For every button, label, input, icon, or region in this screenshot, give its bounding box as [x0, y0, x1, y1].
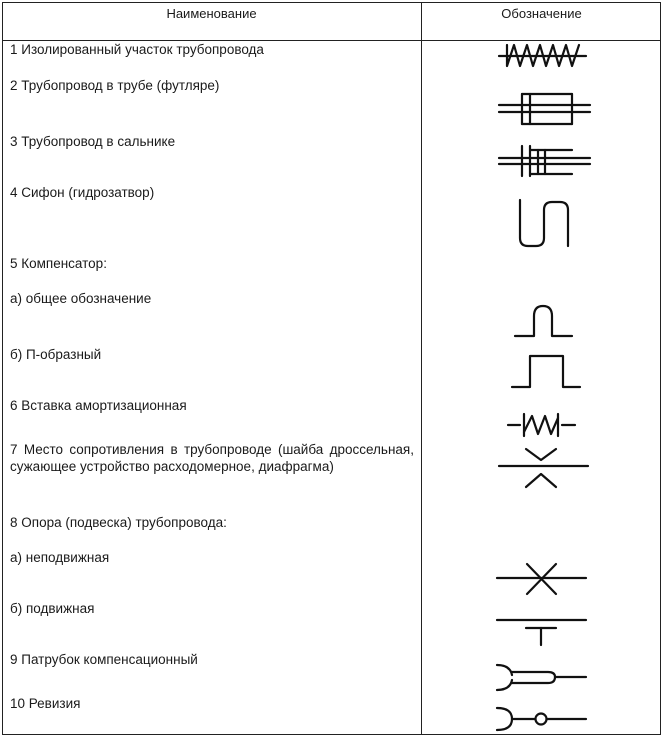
fixed-support-symbol [497, 564, 586, 594]
row-3-label: 3 Трубопровод в сальнике [10, 134, 176, 149]
row-10-label: 10 Ревизия [10, 696, 81, 711]
row-8a-label: а) неподвижная [10, 550, 110, 565]
damping-insert-symbol [508, 414, 575, 436]
row-1-label: 1 Изолированный участок трубопровода [10, 42, 264, 57]
row-8-label: 8 Опора (подвеска) трубопровода: [10, 515, 227, 530]
compensating-branch-symbol [497, 665, 586, 690]
row-7-label: 7 Место сопротивления в трубопроводе (шайба дроссельная, сужающее устройство расходомерное, диафрагма) [10, 442, 414, 474]
row-8b-label: б) подвижная [10, 601, 95, 616]
pipe-in-gland-symbol [499, 146, 590, 176]
compensator-general-symbol [515, 306, 572, 336]
row-5a-label: а) общее обозначение [10, 291, 152, 306]
row-9-label: 9 Патрубок компенсационный [10, 652, 198, 667]
symbols-column [422, 41, 661, 734]
flow-restriction-symbol [499, 449, 588, 487]
u-shaped-compensator-symbol [512, 356, 580, 387]
insulated-pipe-section-symbol [499, 45, 586, 66]
header-symbol: Обозначение [501, 6, 582, 21]
row-4-label: 4 Сифон (гидрозатвор) [10, 185, 155, 200]
movable-support-symbol [497, 620, 586, 645]
row-2-label: 2 Трубопровод в трубе (футляре) [10, 78, 220, 93]
row-6-label: 6 Вставка амортизационная [10, 398, 187, 413]
row-5b-label: б) П-образный [10, 347, 102, 362]
header-name: Наименование [166, 6, 257, 21]
siphon-symbol [520, 200, 568, 246]
row-5-label: 5 Компенсатор: [10, 256, 107, 271]
pipe-in-sleeve-symbol [499, 94, 590, 124]
inspection-symbol [497, 708, 586, 730]
